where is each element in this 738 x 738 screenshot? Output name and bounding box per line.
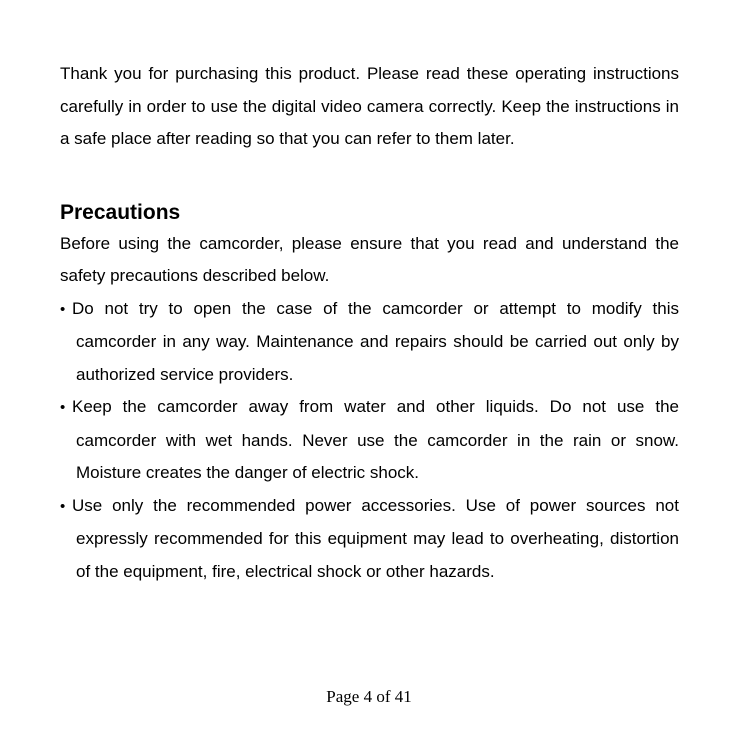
page-footer <box>0 686 738 708</box>
section-heading-precautions: Precautions <box>60 200 181 224</box>
precaution-item-text: Keep the camcorder away from water and other liquids. Do not use the camcorder with wet hands. Never use the camcorder in the rain or snow. Moisture creates the danger of electric shock. <box>72 397 679 482</box>
page-label: Page <box>326 687 360 706</box>
page-number: 4 <box>363 687 373 706</box>
page-of-label: of <box>376 687 391 706</box>
precaution-item-text: Do not try to open the case of the camcorder or attempt to modify this camcorder in any way. Maintenance and repairs should be carried out only by authorized service providers. <box>72 298 679 384</box>
intro-paragraph: Thank you for purchasing this product. Please read these operating instructions carefully in order to use the digital video camera correctly. Keep the instructions in a safe place after reading so that you can refer to them later. <box>60 64 679 148</box>
bullet-icon: • <box>60 497 66 515</box>
precautions-list <box>60 293 679 589</box>
document-body <box>60 58 679 588</box>
total-pages: 41 <box>394 687 412 706</box>
precaution-item <box>60 293 679 392</box>
precaution-item <box>60 391 679 490</box>
precaution-item <box>60 490 679 589</box>
bullet-icon: • <box>60 300 66 318</box>
bullet-icon: • <box>60 399 66 416</box>
precaution-item-text: Use only the recommended power accessories. Use of power sources not expressly recommended for this equipment may lead to overheating, distortion of the equipment, fire, electrical shock or other hazards. <box>72 495 679 581</box>
precautions-lead-paragraph: Before using the camcorder, please ensure that you read and understand the safety precautions described below. <box>60 233 679 285</box>
